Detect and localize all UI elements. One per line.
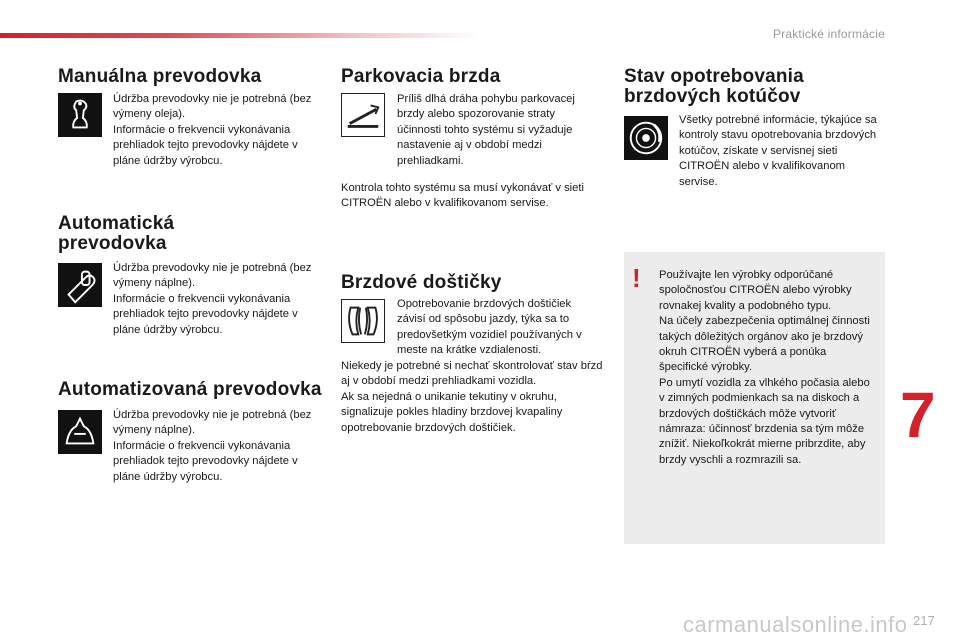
disc-wear-title-line2: brzdových kotúčov [624, 86, 801, 107]
watermark: carmanualsonline.info [683, 612, 908, 637]
parking-brake-text: Príliš dlhá dráha pohybu parkovacej brzdy alebo spozorovanie straty účinnosti tohto systému si vyžaduje nastavenie aj v období medzi prehliadkami. [397, 93, 575, 167]
warning-icon: ! [632, 263, 641, 293]
brake-pads-text-2: Niekedy je potrebné si nechať skontrolovať stav bŕzd aj v období medzi prehliadkami vozidla. Ak sa nejedná o unikanie tekutiny v okruhu, signalizuje pokles hladiny brzdovej kvapaliny opotrebovanie brzdových doštičiek. [341, 360, 603, 434]
brake-pads-title: Brzdové doštičky [341, 272, 502, 293]
brake-disc-icon [624, 116, 668, 160]
page-number: 217 [913, 613, 935, 628]
automated-gearbox-title: Automatizovaná prevodovka [58, 379, 322, 400]
gearbox-paddles-icon [58, 410, 102, 454]
header-accent-bar [0, 33, 480, 38]
automated-gearbox-text: Údržba prevodovky nie je potrebná (bez výmeny náplne). Informácie o frekvencii vykonávania prehliadok tejto prevodovky nájdete v pláne údržby výrobcu. [113, 409, 312, 483]
gear-lever-icon [58, 93, 102, 137]
brake-pads-icon [341, 299, 385, 343]
chapter-number: 7 [900, 379, 936, 451]
brake-pads-text: Opotrebovanie brzdových doštičiek závisí od spôsobu jazdy, týka sa to predovšetkým vozidiel používaných v meste na krátke vzdialenosti. [397, 298, 582, 357]
warning-text: Používajte len výrobky odporúčané spoločnosťou CITROËN alebo výrobky rovnakej kvality a podobného typu. Na účely zabezpečenia optimálnej činnosti takých dôležitých orgánov ako je brzdový okruh CITROËN vyberá a ponúka špecifické výrobky. Po umytí vozidla za vlhkého počasia alebo v zimných podmienkach sa na diskoch a brzdových doštičkách môže vytvoriť námraza: účinnosť brzdenia sa tým môže znížiť. Niekoľkokrát mierne pribrzdite, aby brzdy vyschli a rozmrazili sa. [659, 269, 870, 466]
manual-gearbox-text: Údržba prevodovky nie je potrebná (bez výmeny oleja). Informácie o frekvencii vykonávania prehliadok tejto prevodovky nájdete v pláne údržby výrobcu. [113, 93, 312, 167]
disc-wear-text: Všetky potrebné informácie, týkajúce sa kontroly stavu opotrebovania brzdových kotúčov, získate v servisnej sieti CITROËN alebo v kvalifikovanom servise. [679, 114, 877, 188]
automatic-gearbox-text: Údržba prevodovky nie je potrebná (bez výmeny náplne). Informácie o frekvencii vykonávania prehliadok tejto prevodovky nájdete v pláne údržby výrobcu. [113, 262, 312, 336]
parking-brake-title: Parkovacia brzda [341, 66, 501, 87]
parking-brake-text-2: Kontrola tohto systému sa musí vykonávať v sieti CITROËN alebo v kvalifikovanom servise. [341, 182, 584, 210]
automatic-selector-icon [58, 263, 102, 307]
automatic-gearbox-title-line2: prevodovka [58, 233, 167, 254]
manual-gearbox-title: Manuálna prevodovka [58, 66, 262, 87]
disc-wear-title-line1: Stav opotrebovania [624, 66, 804, 87]
automatic-gearbox-title-line1: Automatická [58, 213, 175, 234]
parking-brake-icon [341, 93, 385, 137]
section-title: Praktické informácie [772, 27, 885, 41]
